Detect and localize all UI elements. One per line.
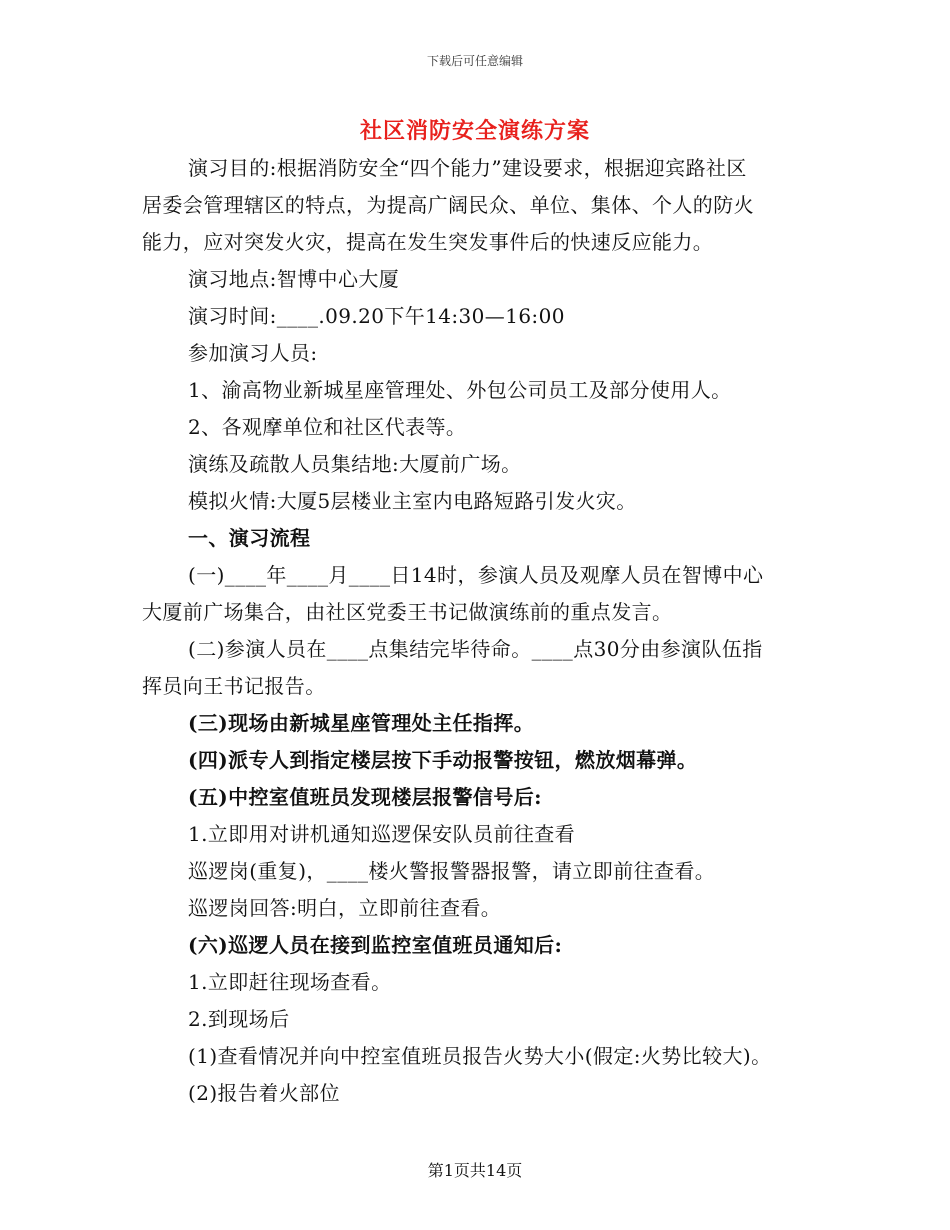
body-line: 2、各观摩单位和社区代表等。 <box>188 415 467 439</box>
body-line: (四)派专人到指定楼层按下手动报警按钮，燃放烟幕弹。 <box>188 748 698 772</box>
body-line: (六)巡逻人员在接到监控室值班员通知后: <box>188 933 563 957</box>
document-title: 社区消防安全演练方案 <box>359 118 590 144</box>
page-header: 下载后可任意编辑 <box>426 54 523 68</box>
body-line: (一)____年____月____日14时，参演人员及观摩人员在智博中心 <box>188 563 764 587</box>
document-body <box>142 150 812 1112</box>
body-line: 大厦前广场集合，由社区党委王书记做演练前的重点发言。 <box>142 600 673 624</box>
body-line: (1)查看情况并向中控室值班员报告火势大小(假定:火势比较大)。 <box>188 1044 772 1068</box>
body-line: 居委会管理辖区的特点，为提高广阔民众、单位、集体、个人的防火 <box>142 193 754 217</box>
body-line: (三)现场由新城星座管理处主任指挥。 <box>188 711 535 735</box>
body-line: 1.立即赶往现场查看。 <box>188 970 392 994</box>
body-line: 挥员向王书记报告。 <box>142 674 326 698</box>
body-line: (二)参演人员在____点集结完毕待命。____点30分由参演队伍指 <box>188 637 763 661</box>
body-line: 演练及疏散人员集结地:大厦前广场。 <box>188 452 522 476</box>
body-line: 巡逻岗(重复)，____楼火警报警器报警，请立即前往查看。 <box>188 859 716 883</box>
body-line: 演习时间:____.09.20下午14:30—16:00 <box>188 304 565 328</box>
body-line: 1、渝高物业新城星座管理处、外包公司员工及部分使用人。 <box>188 378 732 402</box>
body-line: 一、演习流程 <box>188 526 311 550</box>
body-line: 模拟火情:大厦5层楼业主室内电路短路引发火灾。 <box>188 489 637 513</box>
body-line: 参加演习人员: <box>188 341 318 365</box>
body-line: 能力，应对突发火灾，提高在发生突发事件后的快速反应能力。 <box>142 230 714 254</box>
body-line: 演习地点:智博中心大厦 <box>188 267 400 291</box>
body-line: 2.到现场后 <box>188 1007 290 1031</box>
body-line: (五)中控室值班员发现楼层报警信号后: <box>188 785 542 809</box>
body-line: 演习目的:根据消防安全“四个能力”建设要求，根据迎宾路社区 <box>188 156 747 180</box>
body-line: 1.立即用对讲机通知巡逻保安队员前往查看 <box>188 822 576 846</box>
page-footer: 第1页共14页 <box>427 1161 523 1180</box>
body-line: (2)报告着火部位 <box>188 1081 340 1105</box>
body-line: 巡逻岗回答:明白，立即前往查看。 <box>188 896 502 920</box>
